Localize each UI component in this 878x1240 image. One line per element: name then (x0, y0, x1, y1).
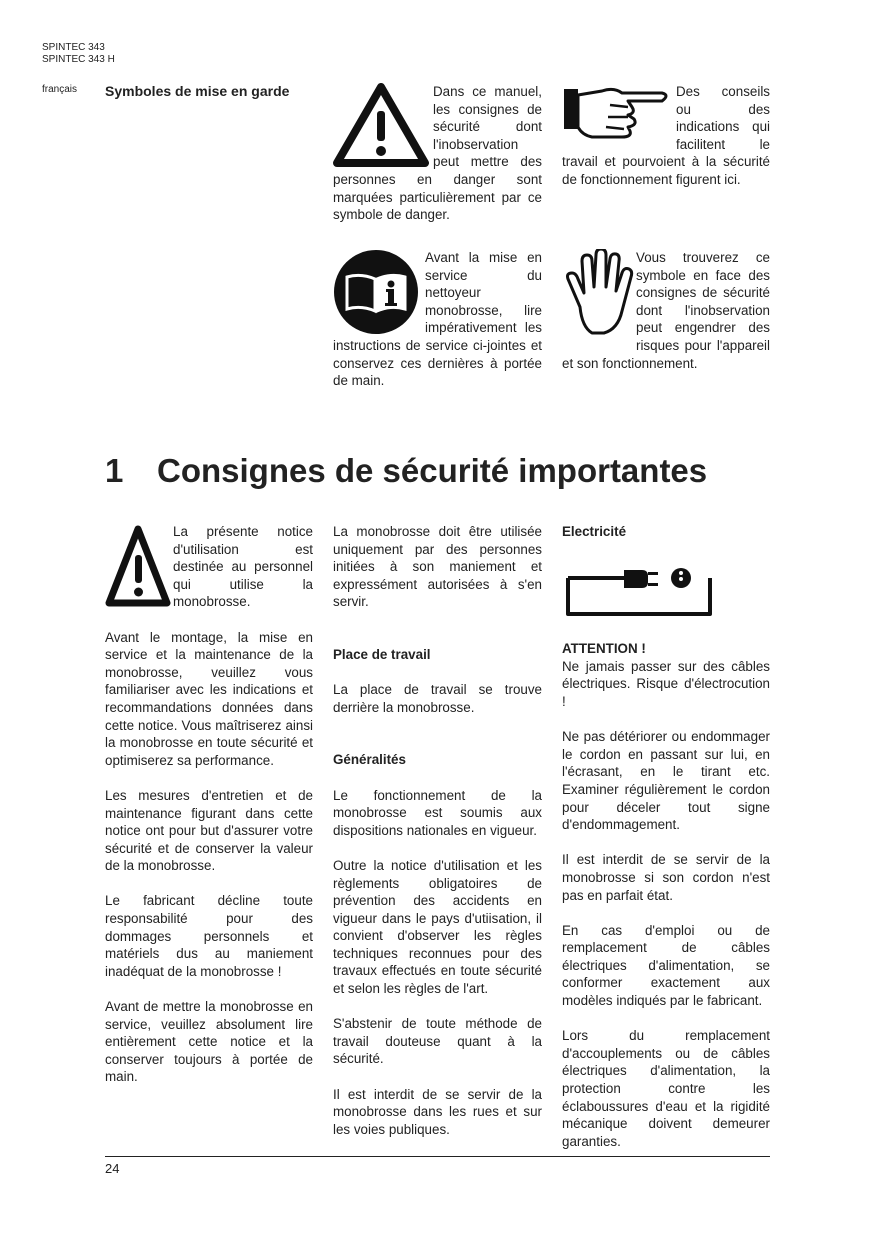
paragraph: La place de travail se trouve derrière la monobrosse. (333, 682, 542, 715)
danger-symbol-block (333, 83, 542, 224)
paragraph: Avant le montage, la mise en service et la maintenance de la monobrosse, veuillez vous familiariser avec les indications et recommandations données dans cette notice. Vous maîtriserez ainsi la monobrosse en toute sécurité et optimiserez sa performance. (105, 629, 313, 768)
model-name: SPINTEC 343 (42, 42, 105, 53)
paragraph: Le fabricant décline toute responsabilité pour des dommages personnels et matériels dus au maniement inadéquat de la monobrosse ! (105, 893, 313, 979)
electric-plug-icon (564, 558, 714, 620)
warning-triangle-icon (105, 525, 171, 611)
read-manual-icon (333, 249, 419, 335)
model-name-h: SPINTEC 343 H (42, 54, 115, 65)
section-title: Consignes de sécurité importantes (157, 452, 708, 489)
column-3 (562, 523, 770, 1168)
document-header (42, 42, 115, 66)
danger-symbol-text: Dans ce manuel, les consignes de sécurité dont l'inobservation peut mettre des personnes en danger sont marquées particulièrement par ce symbole de danger. (333, 84, 542, 223)
language-label: français (42, 84, 78, 95)
read-manual-block (333, 249, 542, 390)
paragraph: Le fonctionnement de la monobrosse est soumis aux dispositions nationales en vigueur. (333, 787, 542, 838)
paragraph: En cas d'emploi ou de remplacement de câbles électriques d'alimentation, se conformer exactement aux modèles indiqués par le fabricant. (562, 922, 770, 1009)
page-number: 24 (105, 1161, 120, 1176)
subheading-workplace: Place de travail (333, 646, 431, 662)
hand-symbol-text: Vous trouverez ce symbole en face des consignes de sécurité dont l'inobservation peut engendrer des risques pour l'appareil et son fonctionnement. (562, 250, 770, 371)
subheading-electricity: Electricité (562, 524, 627, 539)
symbols-title: Symboles de mise en garde (105, 83, 290, 99)
warning-triangle-icon (333, 83, 429, 167)
section-heading (105, 452, 707, 490)
pointing-hand-icon (562, 83, 672, 145)
paragraph: Il est interdit de se servir de la monobrosse si son cordon n'est pas en parfait état. (562, 852, 770, 903)
paragraph: Les mesures d'entretien et de maintenance figurant dans cette notice ont pour but d'assurer votre sécurité et de conserver la valeur de la monobrosse. (105, 787, 313, 874)
paragraph: Ne pas détériorer ou endommager le cordon en passant sur lui, en l'écrasant, en le tirant etc. Examiner régulièrement le cordon pour déceler tout signe d'endommagement. (562, 729, 770, 833)
paragraph: Ne jamais passer sur des câbles électriques. Risque d'électrocution ! (562, 658, 770, 709)
paragraph: Avant de mettre la monobrosse en service, veuillez absolument lire entièrement cette notice et la conserver toujours à portée de main. (105, 999, 313, 1085)
subheading-general: Généralités (333, 752, 406, 768)
tips-symbol-block (562, 83, 770, 189)
section-number: 1 (105, 452, 124, 489)
paragraph: Outre la notice d'utilisation et les règlements obligatoires de prévention des accidents en vigueur dans le pays d'utiisation, il convient d'observer les règles techniques reconnues pour des travaux effectués en toute sécurité et selon les règles de l'art. (333, 857, 542, 997)
tips-symbol-text: Des conseils ou des indications qui facilitent le travail et pourvoient à la sécurité de fonctionnement figurent ici. (562, 84, 770, 187)
paragraph: Il est interdit de se servir de la monobrosse dans les rues et sur les voies publiques. (333, 1086, 542, 1137)
footer-divider (105, 1156, 770, 1157)
stop-hand-icon (562, 249, 634, 339)
column-2 (333, 523, 542, 1156)
intro-text: La présente notice d'utilisation est destinée au personnel qui utilise la monobrosse. (173, 524, 313, 610)
attention-label: ATTENTION ! (562, 641, 646, 657)
hand-symbol-block (562, 249, 770, 372)
read-manual-text: Avant la mise en service du nettoyeur monobrosse, lire impérativement les instructions de service ci-jointes et conservez ces dernières à portée de main. (333, 250, 542, 389)
paragraph: S'abstenir de toute méthode de travail douteuse quant à la sécurité. (333, 1016, 542, 1067)
paragraph: Lors du remplacement d'accouplements ou de câbles électriques d'alimentation, la protection contre les éclaboussures d'eau et la rigidité mécanique doivent demeurer garanties. (562, 1028, 770, 1149)
paragraph: La monobrosse doit être utilisée uniquement par des personnes initiées à son maniement et expressément autorisées à s'en servir. (333, 524, 542, 610)
column-1 (105, 523, 313, 1104)
